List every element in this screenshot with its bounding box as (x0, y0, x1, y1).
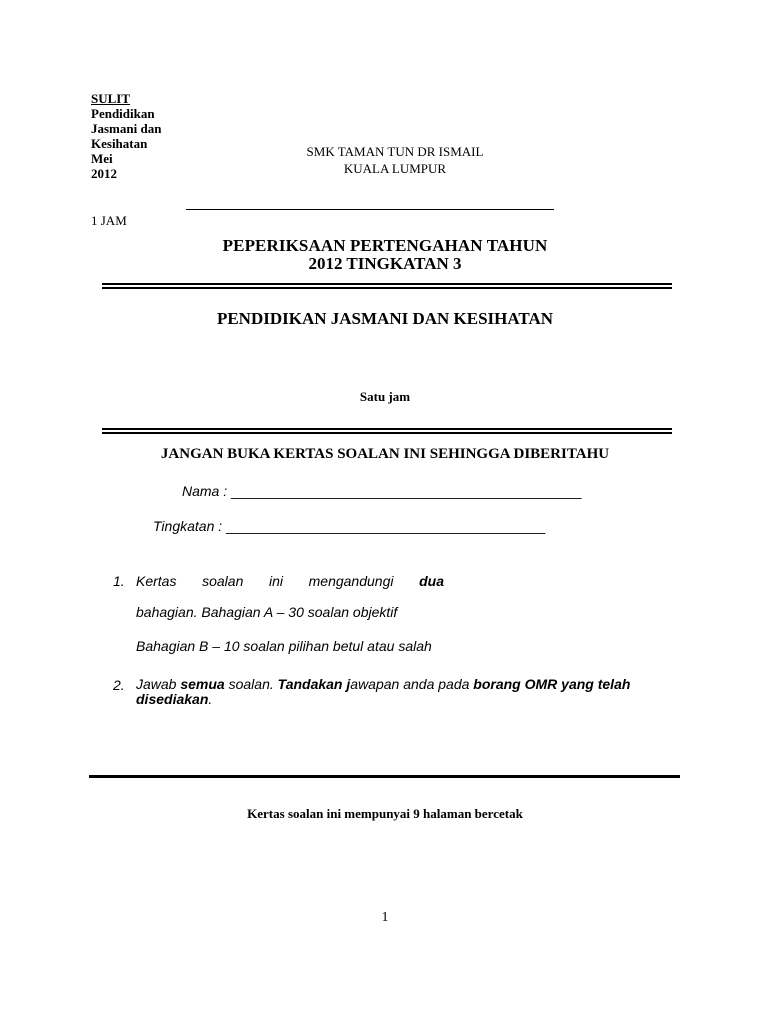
instruction-text: awapan anda pada (350, 676, 474, 692)
instruction-text: soalan. (224, 676, 278, 692)
page-count-note: Kertas soalan ini mempunyai 9 halaman bercetak (247, 806, 523, 821)
school-city: KUALA LUMPUR (343, 161, 447, 176)
instruction-2-text (136, 677, 681, 707)
name-label: Nama : (182, 483, 232, 499)
page-number: 1 (381, 910, 389, 925)
warning-text: JANGAN BUKA KERTAS SOALAN INI SEHINGGA DIBERITAHU (160, 446, 610, 462)
header-left-block (91, 91, 161, 181)
subject-line: Jasmani dan (91, 121, 162, 136)
instruction-emphasis: Tandakan j (277, 676, 351, 692)
double-rule-top (102, 283, 672, 285)
year-line: 2012 (91, 166, 117, 181)
duration-text: Satu jam (359, 389, 411, 404)
classification-label: SULIT (91, 91, 131, 106)
instruction-emphasis: dua (419, 573, 444, 589)
school-name: SMK TAMAN TUN DR ISMAIL (306, 144, 484, 159)
instruction-1-line-2: bahagian. Bahagian A – 30 soalan objektif (136, 604, 398, 620)
double-rule-top (102, 428, 672, 430)
subject-title: PENDIDIKAN JASMANI DAN KESIHATAN (216, 309, 554, 328)
exam-subtitle: 2012 TINGKATAN 3 (308, 254, 462, 273)
instruction-text: . (208, 691, 213, 707)
name-field[interactable] (182, 483, 581, 501)
name-input-line[interactable]: _____________________________________________ (231, 483, 582, 499)
double-rule-bottom (102, 287, 672, 289)
instruction-1-line-3: Bahagian B – 10 soalan pilihan betul atau salah (136, 638, 432, 654)
subject-line: Kesihatan (91, 136, 148, 151)
instruction-emphasis: semua (180, 676, 225, 692)
instruction-1-line-1 (136, 573, 444, 589)
instruction-word: mengandungi (308, 573, 394, 589)
instruction-number: 2. (113, 677, 125, 693)
instruction-text: Jawab (136, 676, 181, 692)
duration-short: 1 JAM (91, 213, 127, 228)
instruction-number: 1. (113, 573, 125, 589)
double-rule-bottom (102, 432, 672, 434)
instruction-word: Kertas (136, 573, 177, 589)
class-field[interactable] (153, 518, 545, 536)
instruction-word: soalan (202, 573, 244, 589)
header-divider (186, 209, 554, 210)
class-input-line[interactable]: _________________________________________ (226, 518, 546, 534)
instruction-emphasis: borang OMR yang telah disediakan (136, 676, 631, 707)
class-label: Tingkatan : (153, 518, 227, 534)
exam-title: PEPERIKSAAN PERTENGAHAN TAHUN (222, 236, 548, 255)
month-line: Mei (91, 151, 113, 166)
instruction-word: ini (268, 573, 283, 589)
subject-line: Pendidikan (91, 106, 155, 121)
footer-divider (89, 775, 680, 778)
